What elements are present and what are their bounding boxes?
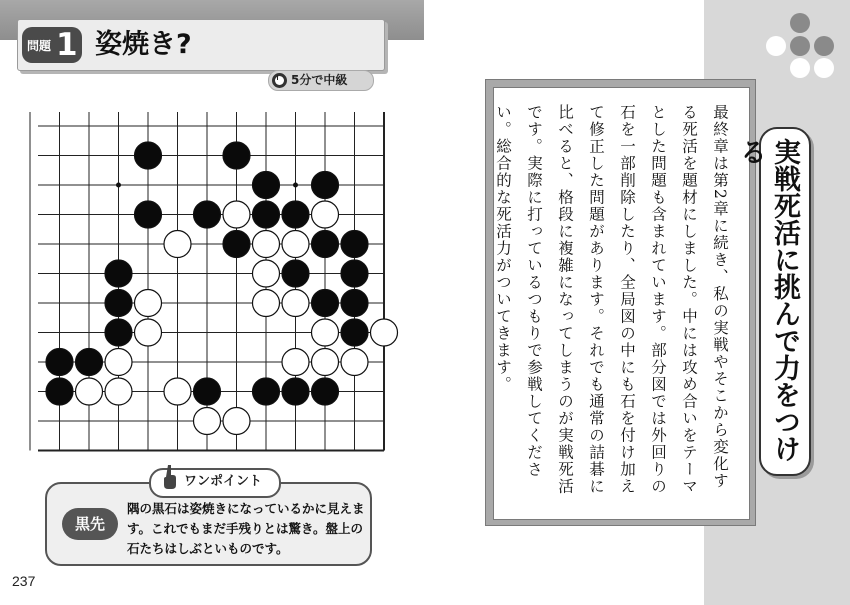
white-stone xyxy=(135,290,162,317)
white-stone xyxy=(312,201,339,228)
white-stone xyxy=(341,349,368,376)
black-stone xyxy=(312,290,339,317)
white-stone xyxy=(194,408,221,435)
problem-title: 姿焼き? xyxy=(95,29,192,60)
black-stone xyxy=(223,231,250,258)
problem-label: 問題 xyxy=(27,39,52,53)
black-stone xyxy=(105,260,132,287)
black-stone xyxy=(194,378,221,405)
black-stone xyxy=(312,231,339,258)
white-stone xyxy=(164,231,191,258)
black-stone xyxy=(76,349,103,376)
white-stone xyxy=(135,319,162,346)
hint-text: 隅の黒石は姿焼きになっているかに見えます。これでもまだ手残りとは驚き。盤上の石たちはしぶといものです。 xyxy=(127,501,365,556)
black-stone xyxy=(312,378,339,405)
white-stone xyxy=(76,378,103,405)
black-stone xyxy=(282,378,309,405)
black-stone xyxy=(341,260,368,287)
black-stone xyxy=(223,142,250,169)
white-stone xyxy=(371,319,398,346)
chapter-title: 実戦死活に挑んで力をつける xyxy=(735,138,800,462)
white-stone xyxy=(312,349,339,376)
stones xyxy=(46,142,398,435)
black-stone xyxy=(341,231,368,258)
problem-number: 1 xyxy=(56,27,78,63)
white-stone xyxy=(105,349,132,376)
white-stone xyxy=(253,290,280,317)
black-stone xyxy=(46,378,73,405)
black-stone xyxy=(194,201,221,228)
page-number: 237 xyxy=(12,573,36,589)
white-stone xyxy=(164,378,191,405)
pointing-hand-icon xyxy=(163,464,177,490)
white-stone xyxy=(312,319,339,346)
onepoint-label: ワンポイント xyxy=(184,474,263,489)
black-stone xyxy=(105,290,132,317)
hoshi-point xyxy=(116,183,121,188)
black-stone xyxy=(46,349,73,376)
black-stone xyxy=(135,201,162,228)
white-stone xyxy=(282,349,309,376)
white-stone xyxy=(253,231,280,258)
white-stone xyxy=(105,378,132,405)
to-play-badge: 黒先 xyxy=(62,508,118,540)
white-stone xyxy=(253,260,280,287)
chapter-body: 最終章は第2章に続き、私の実戦やそこから変化する死活を題材にしました。中には攻め合いをテーマとした問題も含まれています。部分図では外回りの石を一部削除したり、全局図の中にも石を付け加えて修正した問題があります。それでも通常の詰碁に比べると、格段に複雑になってしまうのが実戦死活です。実際に打っているつもりで参戦してください。総合的な死活力がついてきます。 xyxy=(494,104,729,495)
black-stone xyxy=(135,142,162,169)
hoshi-point xyxy=(293,183,298,188)
black-stone xyxy=(341,290,368,317)
stone-ornament-icon xyxy=(760,10,840,85)
black-stone xyxy=(253,378,280,405)
black-stone xyxy=(253,172,280,199)
black-stone xyxy=(105,319,132,346)
white-stone xyxy=(282,231,309,258)
black-stone xyxy=(312,172,339,199)
white-stone xyxy=(223,408,250,435)
black-stone xyxy=(282,201,309,228)
black-stone xyxy=(253,201,280,228)
white-stone xyxy=(282,290,309,317)
level-text: 5分で中級 xyxy=(291,73,348,87)
white-stone xyxy=(223,201,250,228)
black-stone xyxy=(282,260,309,287)
go-board xyxy=(0,0,424,460)
black-stone xyxy=(341,319,368,346)
